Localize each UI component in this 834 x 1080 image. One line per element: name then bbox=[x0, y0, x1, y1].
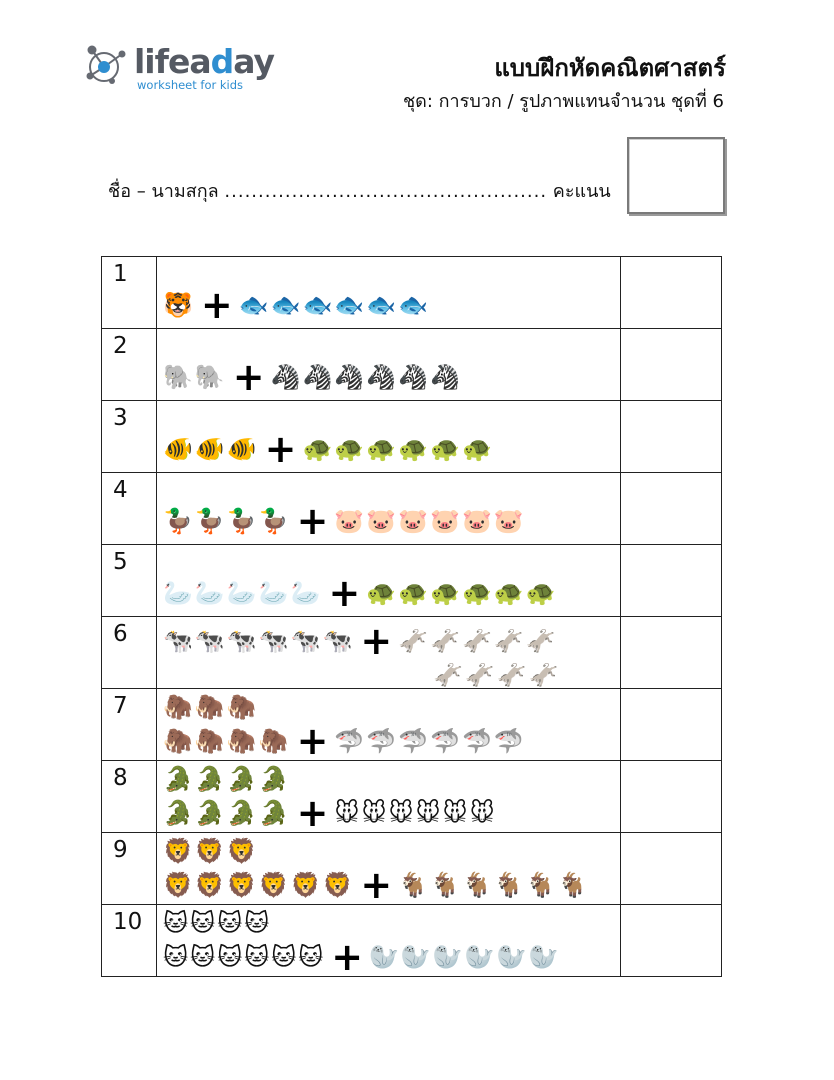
plus-sign: + bbox=[331, 935, 364, 979]
goat-icon: 🐐 bbox=[525, 871, 556, 899]
zebra-icon: 🦓 bbox=[302, 363, 333, 391]
crocodile-icon: 🐊 bbox=[163, 765, 193, 793]
problem-pictures bbox=[157, 905, 621, 977]
donkey-icon: 🫏 bbox=[528, 661, 559, 689]
cow-icon: 🐄 bbox=[226, 627, 257, 655]
problem-pictures bbox=[157, 401, 621, 473]
mammoth-icon: 🦣 bbox=[226, 727, 257, 755]
mammoth-icon: 🦣 bbox=[194, 693, 225, 721]
sea-turtle-icon: 🐢 bbox=[430, 435, 460, 463]
lucky-cat-icon: 🐱 bbox=[217, 943, 243, 971]
worksheet-title: แบบฝึกหัดคณิตศาสตร์ bbox=[494, 54, 726, 82]
shark-icon: 🦈 bbox=[493, 727, 524, 755]
turtle-icon: 🐢 bbox=[366, 579, 397, 607]
donkey-icon: 🫏 bbox=[430, 627, 460, 655]
goose-icon: 🦢 bbox=[290, 579, 321, 607]
picture-line bbox=[163, 619, 558, 663]
lucky-cat-icon: 🐱 bbox=[298, 943, 324, 971]
sea-turtle-icon: 🐢 bbox=[366, 435, 397, 463]
goldfish-icon: 🐠 bbox=[194, 435, 225, 463]
cow-icon: 🐄 bbox=[163, 627, 193, 655]
donkey-icon: 🫏 bbox=[464, 661, 495, 689]
pig-icon: 🐷 bbox=[366, 507, 397, 535]
lucky-cat-icon: 🐱 bbox=[190, 943, 216, 971]
answer-cell[interactable] bbox=[621, 617, 722, 689]
lion-icon: 🦁 bbox=[258, 871, 289, 899]
shark-icon: 🦈 bbox=[398, 727, 429, 755]
donkey-icon: 🫏 bbox=[525, 627, 556, 655]
picture-line bbox=[163, 427, 494, 471]
fish-icon: 🐟 bbox=[238, 291, 269, 319]
lion-icon: 🦁 bbox=[290, 871, 321, 899]
fish-icon: 🐟 bbox=[398, 291, 429, 319]
goose-icon: 🦢 bbox=[226, 579, 257, 607]
crocodile-icon: 🐊 bbox=[194, 799, 225, 827]
sea-turtle-icon: 🐢 bbox=[461, 435, 492, 463]
problem-number: 8 bbox=[102, 761, 157, 833]
goat-icon: 🐐 bbox=[398, 871, 429, 899]
answer-cell[interactable] bbox=[621, 689, 722, 761]
goat-icon: 🐐 bbox=[557, 871, 588, 899]
donkey-icon: 🫏 bbox=[496, 661, 527, 689]
problem-row bbox=[102, 617, 722, 689]
problem-row bbox=[102, 833, 722, 905]
cow-icon: 🐄 bbox=[322, 627, 353, 655]
walrus-icon: 🦭 bbox=[400, 943, 431, 971]
lucky-cat-icon: 🐱 bbox=[163, 943, 189, 971]
problem-row bbox=[102, 689, 722, 761]
donkey-icon: 🫏 bbox=[461, 627, 492, 655]
picture-line bbox=[163, 763, 291, 795]
plus-sign: + bbox=[296, 791, 329, 835]
sea-turtle-icon: 🐢 bbox=[334, 435, 365, 463]
problem-row bbox=[102, 473, 722, 545]
duck-icon: 🦆 bbox=[163, 507, 193, 535]
crocodile-icon: 🐊 bbox=[226, 765, 257, 793]
turtle-icon: 🐢 bbox=[430, 579, 460, 607]
zebra-icon: 🦓 bbox=[334, 363, 365, 391]
lion-icon: 🦁 bbox=[322, 871, 353, 899]
plus-sign: + bbox=[200, 283, 233, 327]
worksheet-subtitle: ชุด: การบวก / รูปภาพแทนจำนวน ชุดที่ 6 bbox=[402, 91, 724, 112]
tiger-icon: 🐯 bbox=[163, 291, 193, 319]
problem-number: 5 bbox=[102, 545, 157, 617]
problem-number: 9 bbox=[102, 833, 157, 905]
lucky-cat-icon: 🐱 bbox=[244, 943, 270, 971]
problem-pictures bbox=[157, 257, 621, 329]
picture-line bbox=[163, 691, 259, 723]
problem-number: 2 bbox=[102, 329, 157, 401]
lion-icon: 🦁 bbox=[226, 837, 257, 865]
pig-icon: 🐷 bbox=[398, 507, 429, 535]
lucky-cat-icon: 🐱 bbox=[244, 909, 270, 937]
pink-monster-icon: 🐭 bbox=[469, 799, 495, 827]
walrus-icon: 🦭 bbox=[432, 943, 463, 971]
problem-row bbox=[102, 545, 722, 617]
pig-icon: 🐷 bbox=[493, 507, 524, 535]
plus-sign: + bbox=[264, 427, 297, 471]
shark-icon: 🦈 bbox=[430, 727, 460, 755]
problem-pictures bbox=[157, 329, 621, 401]
sea-turtle-icon: 🐢 bbox=[398, 435, 429, 463]
problem-pictures bbox=[157, 545, 621, 617]
answer-cell[interactable] bbox=[621, 473, 722, 545]
picture-line bbox=[163, 571, 558, 615]
fish-icon: 🐟 bbox=[270, 291, 301, 319]
lucky-cat-icon: 🐱 bbox=[190, 909, 216, 937]
donkey-icon: 🫏 bbox=[433, 661, 463, 689]
problem-row bbox=[102, 329, 722, 401]
picture-line bbox=[163, 907, 271, 939]
pink-monster-icon: 🐭 bbox=[415, 799, 441, 827]
elephant-icon: 🐘 bbox=[163, 363, 193, 391]
turtle-icon: 🐢 bbox=[398, 579, 429, 607]
walrus-icon: 🦭 bbox=[496, 943, 527, 971]
goose-icon: 🦢 bbox=[258, 579, 289, 607]
fish-icon: 🐟 bbox=[302, 291, 333, 319]
picture-line bbox=[163, 835, 259, 867]
plus-sign: + bbox=[360, 863, 393, 907]
cow-icon: 🐄 bbox=[290, 627, 321, 655]
duck-icon: 🦆 bbox=[258, 507, 289, 535]
zebra-icon: 🦓 bbox=[430, 363, 460, 391]
problem-number: 4 bbox=[102, 473, 157, 545]
answer-cell[interactable] bbox=[621, 833, 722, 905]
pink-monster-icon: 🐭 bbox=[361, 799, 387, 827]
walrus-icon: 🦭 bbox=[528, 943, 559, 971]
name-blank[interactable]: ................................................ bbox=[224, 181, 548, 202]
problem-row bbox=[102, 257, 722, 329]
picture-line bbox=[163, 355, 462, 399]
lucky-cat-icon: 🐱 bbox=[163, 909, 189, 937]
student-name-line bbox=[108, 176, 611, 205]
zebra-icon: 🦓 bbox=[398, 363, 429, 391]
fish-icon: 🐟 bbox=[334, 291, 365, 319]
turtle-icon: 🐢 bbox=[493, 579, 524, 607]
picture-line bbox=[163, 863, 590, 907]
problem-number: 1 bbox=[102, 257, 157, 329]
goat-icon: 🐐 bbox=[430, 871, 460, 899]
problem-number: 3 bbox=[102, 401, 157, 473]
donkey-icon: 🫏 bbox=[493, 627, 524, 655]
crocodile-icon: 🐊 bbox=[226, 799, 257, 827]
plus-sign: + bbox=[296, 719, 329, 763]
problem-number: 7 bbox=[102, 689, 157, 761]
lion-icon: 🦁 bbox=[194, 871, 225, 899]
lucky-cat-icon: 🐱 bbox=[271, 943, 297, 971]
cow-icon: 🐄 bbox=[258, 627, 289, 655]
answer-cell[interactable] bbox=[621, 329, 722, 401]
lifeaday-logo bbox=[82, 40, 282, 96]
lion-icon: 🦁 bbox=[163, 871, 193, 899]
problem-row bbox=[102, 761, 722, 833]
score-label: คะแนน bbox=[552, 181, 611, 202]
score-box[interactable] bbox=[627, 137, 725, 214]
walrus-icon: 🦭 bbox=[464, 943, 495, 971]
picture-line bbox=[163, 791, 497, 835]
zebra-icon: 🦓 bbox=[270, 363, 301, 391]
answer-cell[interactable] bbox=[621, 905, 722, 977]
logo-tagline: worksheet for kids bbox=[137, 78, 244, 92]
plus-sign: + bbox=[360, 619, 393, 663]
shark-icon: 🦈 bbox=[461, 727, 492, 755]
problem-pictures bbox=[157, 689, 621, 761]
plus-sign: + bbox=[232, 355, 265, 399]
problem-pictures bbox=[157, 761, 621, 833]
lion-icon: 🦁 bbox=[163, 837, 193, 865]
plus-sign: + bbox=[328, 571, 361, 615]
picture-line bbox=[163, 499, 526, 543]
pig-icon: 🐷 bbox=[461, 507, 492, 535]
mammoth-icon: 🦣 bbox=[226, 693, 257, 721]
pink-monster-icon: 🐭 bbox=[334, 799, 360, 827]
lucky-cat-icon: 🐱 bbox=[217, 909, 243, 937]
pig-icon: 🐷 bbox=[334, 507, 365, 535]
problem-row bbox=[102, 905, 722, 977]
zebra-icon: 🦓 bbox=[366, 363, 397, 391]
mammoth-icon: 🦣 bbox=[163, 693, 193, 721]
answer-cell[interactable] bbox=[621, 401, 722, 473]
problems-table bbox=[101, 256, 722, 977]
walrus-icon: 🦭 bbox=[369, 943, 399, 971]
lion-icon: 🦁 bbox=[226, 871, 257, 899]
goat-icon: 🐐 bbox=[461, 871, 492, 899]
name-label: ชื่อ – นามสกุล bbox=[108, 181, 219, 202]
turtle-icon: 🐢 bbox=[525, 579, 556, 607]
duck-icon: 🦆 bbox=[226, 507, 257, 535]
problem-row bbox=[102, 401, 722, 473]
problem-number: 10 bbox=[102, 905, 157, 977]
plus-sign: + bbox=[296, 499, 329, 543]
answer-cell[interactable] bbox=[621, 545, 722, 617]
picture-line bbox=[163, 283, 430, 327]
molecule-logo-icon bbox=[82, 40, 132, 96]
mammoth-icon: 🦣 bbox=[194, 727, 225, 755]
crocodile-icon: 🐊 bbox=[258, 765, 289, 793]
shark-icon: 🦈 bbox=[334, 727, 365, 755]
goldfish-icon: 🐠 bbox=[163, 435, 193, 463]
pink-monster-icon: 🐭 bbox=[388, 799, 414, 827]
picture-line bbox=[433, 659, 561, 691]
problem-pictures bbox=[157, 617, 621, 689]
picture-line bbox=[163, 935, 560, 979]
crocodile-icon: 🐊 bbox=[163, 799, 193, 827]
answer-cell[interactable] bbox=[621, 257, 722, 329]
sea-turtle-icon: 🐢 bbox=[302, 435, 333, 463]
problem-number: 6 bbox=[102, 617, 157, 689]
pink-monster-icon: 🐭 bbox=[442, 799, 468, 827]
goose-icon: 🦢 bbox=[194, 579, 225, 607]
fish-icon: 🐟 bbox=[366, 291, 397, 319]
goose-icon: 🦢 bbox=[163, 579, 193, 607]
crocodile-icon: 🐊 bbox=[258, 799, 289, 827]
picture-line bbox=[163, 719, 526, 763]
logo-wordmark: lifeaday bbox=[134, 42, 275, 81]
donkey-icon: 🫏 bbox=[398, 627, 429, 655]
crocodile-icon: 🐊 bbox=[194, 765, 225, 793]
mammoth-icon: 🦣 bbox=[163, 727, 193, 755]
lion-icon: 🦁 bbox=[194, 837, 225, 865]
goat-icon: 🐐 bbox=[493, 871, 524, 899]
shark-icon: 🦈 bbox=[366, 727, 397, 755]
elephant-icon: 🐘 bbox=[194, 363, 225, 391]
duck-icon: 🦆 bbox=[194, 507, 225, 535]
turtle-icon: 🐢 bbox=[461, 579, 492, 607]
mammoth-icon: 🦣 bbox=[258, 727, 289, 755]
problem-pictures bbox=[157, 833, 621, 905]
cow-icon: 🐄 bbox=[194, 627, 225, 655]
answer-cell[interactable] bbox=[621, 761, 722, 833]
goldfish-icon: 🐠 bbox=[226, 435, 257, 463]
pig-icon: 🐷 bbox=[430, 507, 460, 535]
problem-pictures bbox=[157, 473, 621, 545]
